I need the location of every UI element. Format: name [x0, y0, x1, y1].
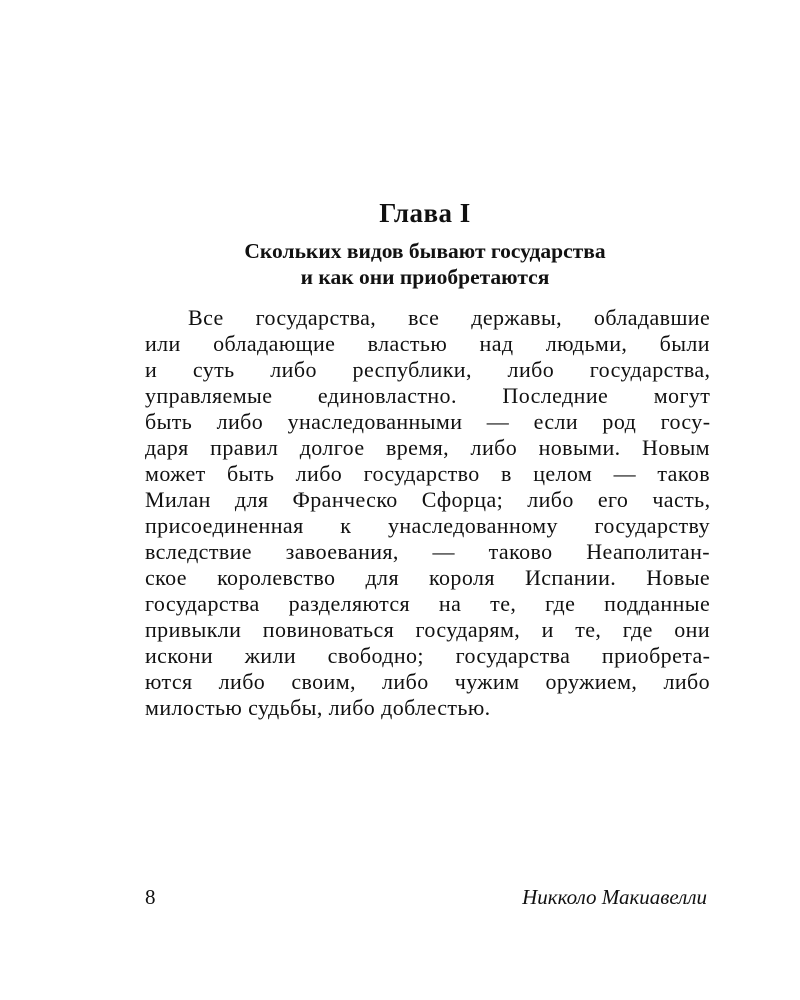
page-footer	[145, 885, 707, 913]
paragraph-line: и суть либо республики, либо государства,	[145, 357, 711, 382]
paragraph-line: или обладающие властью над людьми, были	[145, 331, 710, 356]
paragraph-line: Все государства, все державы, обладавшие	[188, 305, 711, 330]
paragraph-line: даря правил долгое время, либо новыми. Новым	[145, 435, 710, 460]
chapter-body-paragraph	[145, 305, 710, 721]
paragraph-line: искони жили свободно; государства приобрета-	[145, 643, 711, 668]
paragraph-line: быть либо унаследованными — если род госу-	[145, 409, 711, 434]
paragraph-line: Милан для Франческо Сфорца; либо его часть,	[145, 487, 711, 512]
chapter-subtitle-line: и как они приобретаются	[300, 265, 550, 289]
paragraph-line: управляемые единовластно. Последние могут	[145, 383, 711, 408]
paragraph-line: ются либо своим, либо чужим оружием, либо	[145, 669, 710, 694]
chapter-subtitle-line: Скольких видов бывают государства	[244, 239, 606, 263]
paragraph-line: присоединенная к унаследованному государству	[145, 513, 710, 538]
paragraph-line: милостью судьбы, либо доблестью.	[145, 695, 491, 720]
paragraph-line: вследствие завоевания, — таково Неаполитан-	[145, 539, 710, 564]
running-footer-author: Никколо Макиавелли	[522, 885, 707, 909]
paragraph-line: может быть либо государство в целом — таков	[145, 461, 710, 486]
paragraph-line: государства разделяются на те, где подданные	[145, 591, 711, 616]
paragraph-line: привыкли повиноваться государям, и те, где они	[145, 617, 710, 642]
chapter-title: Глава I	[379, 198, 471, 228]
page-number: 8	[145, 885, 156, 909]
chapter-subtitle	[0, 238, 800, 290]
paragraph-line: ское королевство для короля Испании. Новые	[145, 565, 711, 590]
